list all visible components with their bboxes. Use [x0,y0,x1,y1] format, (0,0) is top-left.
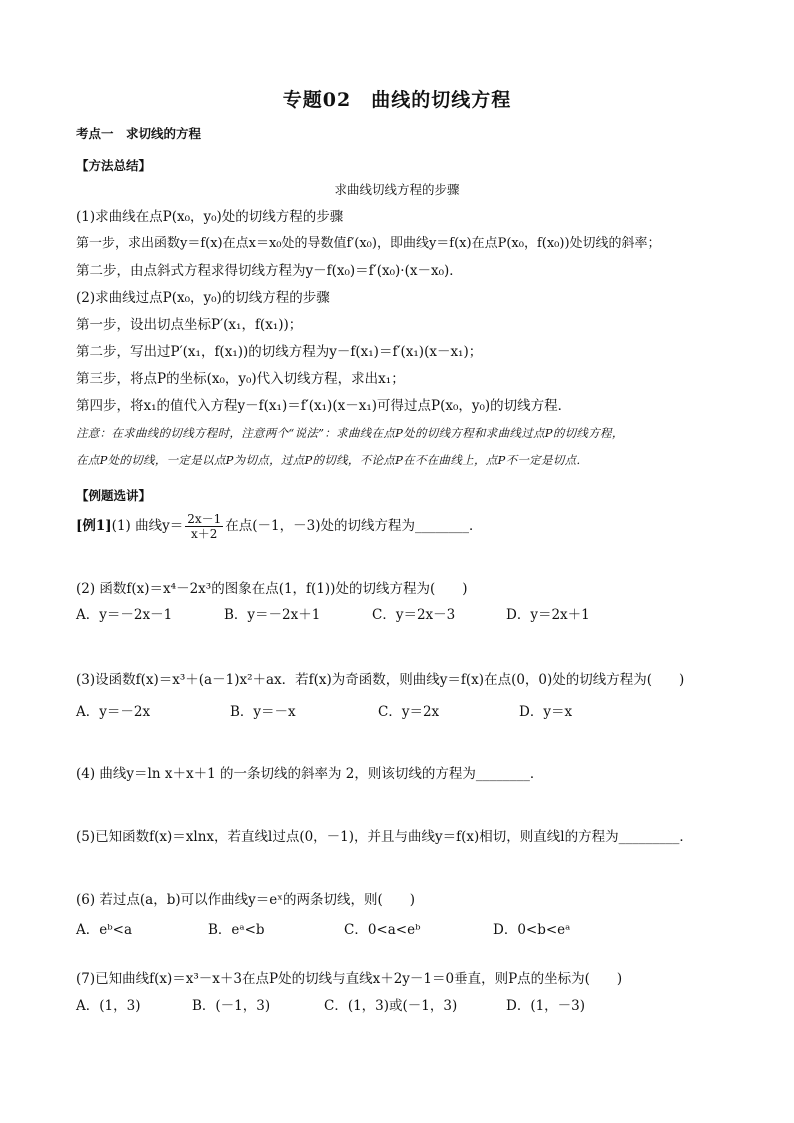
option-c: C．(1，3)或(－1，3) [324,998,458,1014]
fraction-denominator: x＋2 [191,527,218,541]
option-c: C．y＝2x [378,704,440,720]
note-line: 在点P处的切线，一定是以点P为切点，过点P的切线，不论点P在不在曲线上，点P不一定是切点． [76,453,589,467]
section-heading: 考点一 求切线的方程 [76,126,202,141]
method-header: 【方法总结】 [76,158,152,173]
option-a: A．y＝－2x－1 [76,607,173,623]
question-6-stem: (6) 若过点(a，b)可以作曲线y＝eˣ的两条切线，则( ) [76,892,416,908]
option-a: A．(1，3) [76,998,141,1014]
note-line: 注意：在求曲线的切线方程时，注意两个“说法”：求曲线在点P处的切线方程和求曲线过点P的切线方程， [76,426,624,440]
option-d: D．y＝2x＋1 [506,607,590,623]
example-label: [例1] [76,518,112,534]
option-d: D．0<b<eᵃ [493,922,571,938]
question-2-stem: (2) 函数f(x)＝x⁴－2x³的图象在点(1，f(1))处的切线方程为( ) [76,581,468,597]
examples-header: 【例题选讲】 [76,488,152,503]
option-c: C．y＝2x－3 [372,607,456,623]
option-a: A．eᵇ<a [76,922,132,938]
question-5-stem: (5)已知函数f(x)＝xlnx，若直线l过点(0，－1)，并且与曲线y＝f(x)相切，则直线l的方程为_________． [76,829,693,845]
option-b: B．y＝－2x＋1 [224,607,321,623]
question-text: 在点(－1，－3)处的切线方程为________． [225,518,483,534]
option-b: B．(－1，3) [192,998,271,1014]
steps-title: 求曲线切线方程的步骤 [334,182,460,197]
method-line: 第二步，由点斜式方程求得切线方程为y－f(x₀)＝f′(x₀)·(x－x₀)． [76,263,463,279]
question-4-stem: (4) 曲线y＝ln x＋x＋1 的一条切线的斜率为 2，则该切线的方程为________． [76,766,544,782]
page-title: 专题02 曲线的切线方程 [282,89,512,111]
method-line: 第四步，将x₁的值代入方程y－f(x₁)＝f′(x₁)(x－x₁)可得过点P(x₀，y₀)的切线方程． [76,398,572,414]
example-1 [76,511,482,541]
fraction-numerator: 2x－1 [187,512,222,526]
method-line: 第一步，求出函数y＝f(x)在点x＝x₀处的导数值f′(x₀)，即曲线y＝f(x)在点P(x₀，f(x₀))处切线的斜率； [76,236,661,251]
fraction [185,512,223,541]
option-a: A．y＝－2x [76,704,151,720]
option-d: D．(1，－3) [506,998,586,1014]
method-line: 第二步，写出过P′(x₁，f(x₁))的切线方程为y－f(x₁)＝f′(x₁)(x－x₁)； [76,344,483,360]
option-c: C．0<a<eᵇ [344,922,421,938]
option-b: B．y＝－x [230,704,296,720]
option-b: B．eᵃ<b [208,922,265,938]
method-line: (1)求曲线在点P(x₀，y₀)处的切线方程的步骤 [76,209,344,225]
option-d: D．y＝x [519,704,573,720]
method-line: (2)求曲线过点P(x₀，y₀)的切线方程的步骤 [76,290,330,306]
question-7-stem: (7)已知曲线f(x)＝x³－x＋3在点P处的切线与直线x＋2y－1＝0垂直，则P点的坐标为( ) [76,971,623,987]
question-text: (1) 曲线y＝ [111,518,184,534]
method-line: 第一步，设出切点坐标P′(x₁，f(x₁))； [76,317,303,333]
method-line: 第三步，将点P的坐标(x₀，y₀)代入切线方程，求出x₁； [76,371,405,387]
question-3-stem: (3)设函数f(x)＝x³＋(a－1)x²＋ax．若f(x)为奇函数，则曲线y＝f(x)在点(0，0)处的切线方程为( ) [76,672,685,688]
